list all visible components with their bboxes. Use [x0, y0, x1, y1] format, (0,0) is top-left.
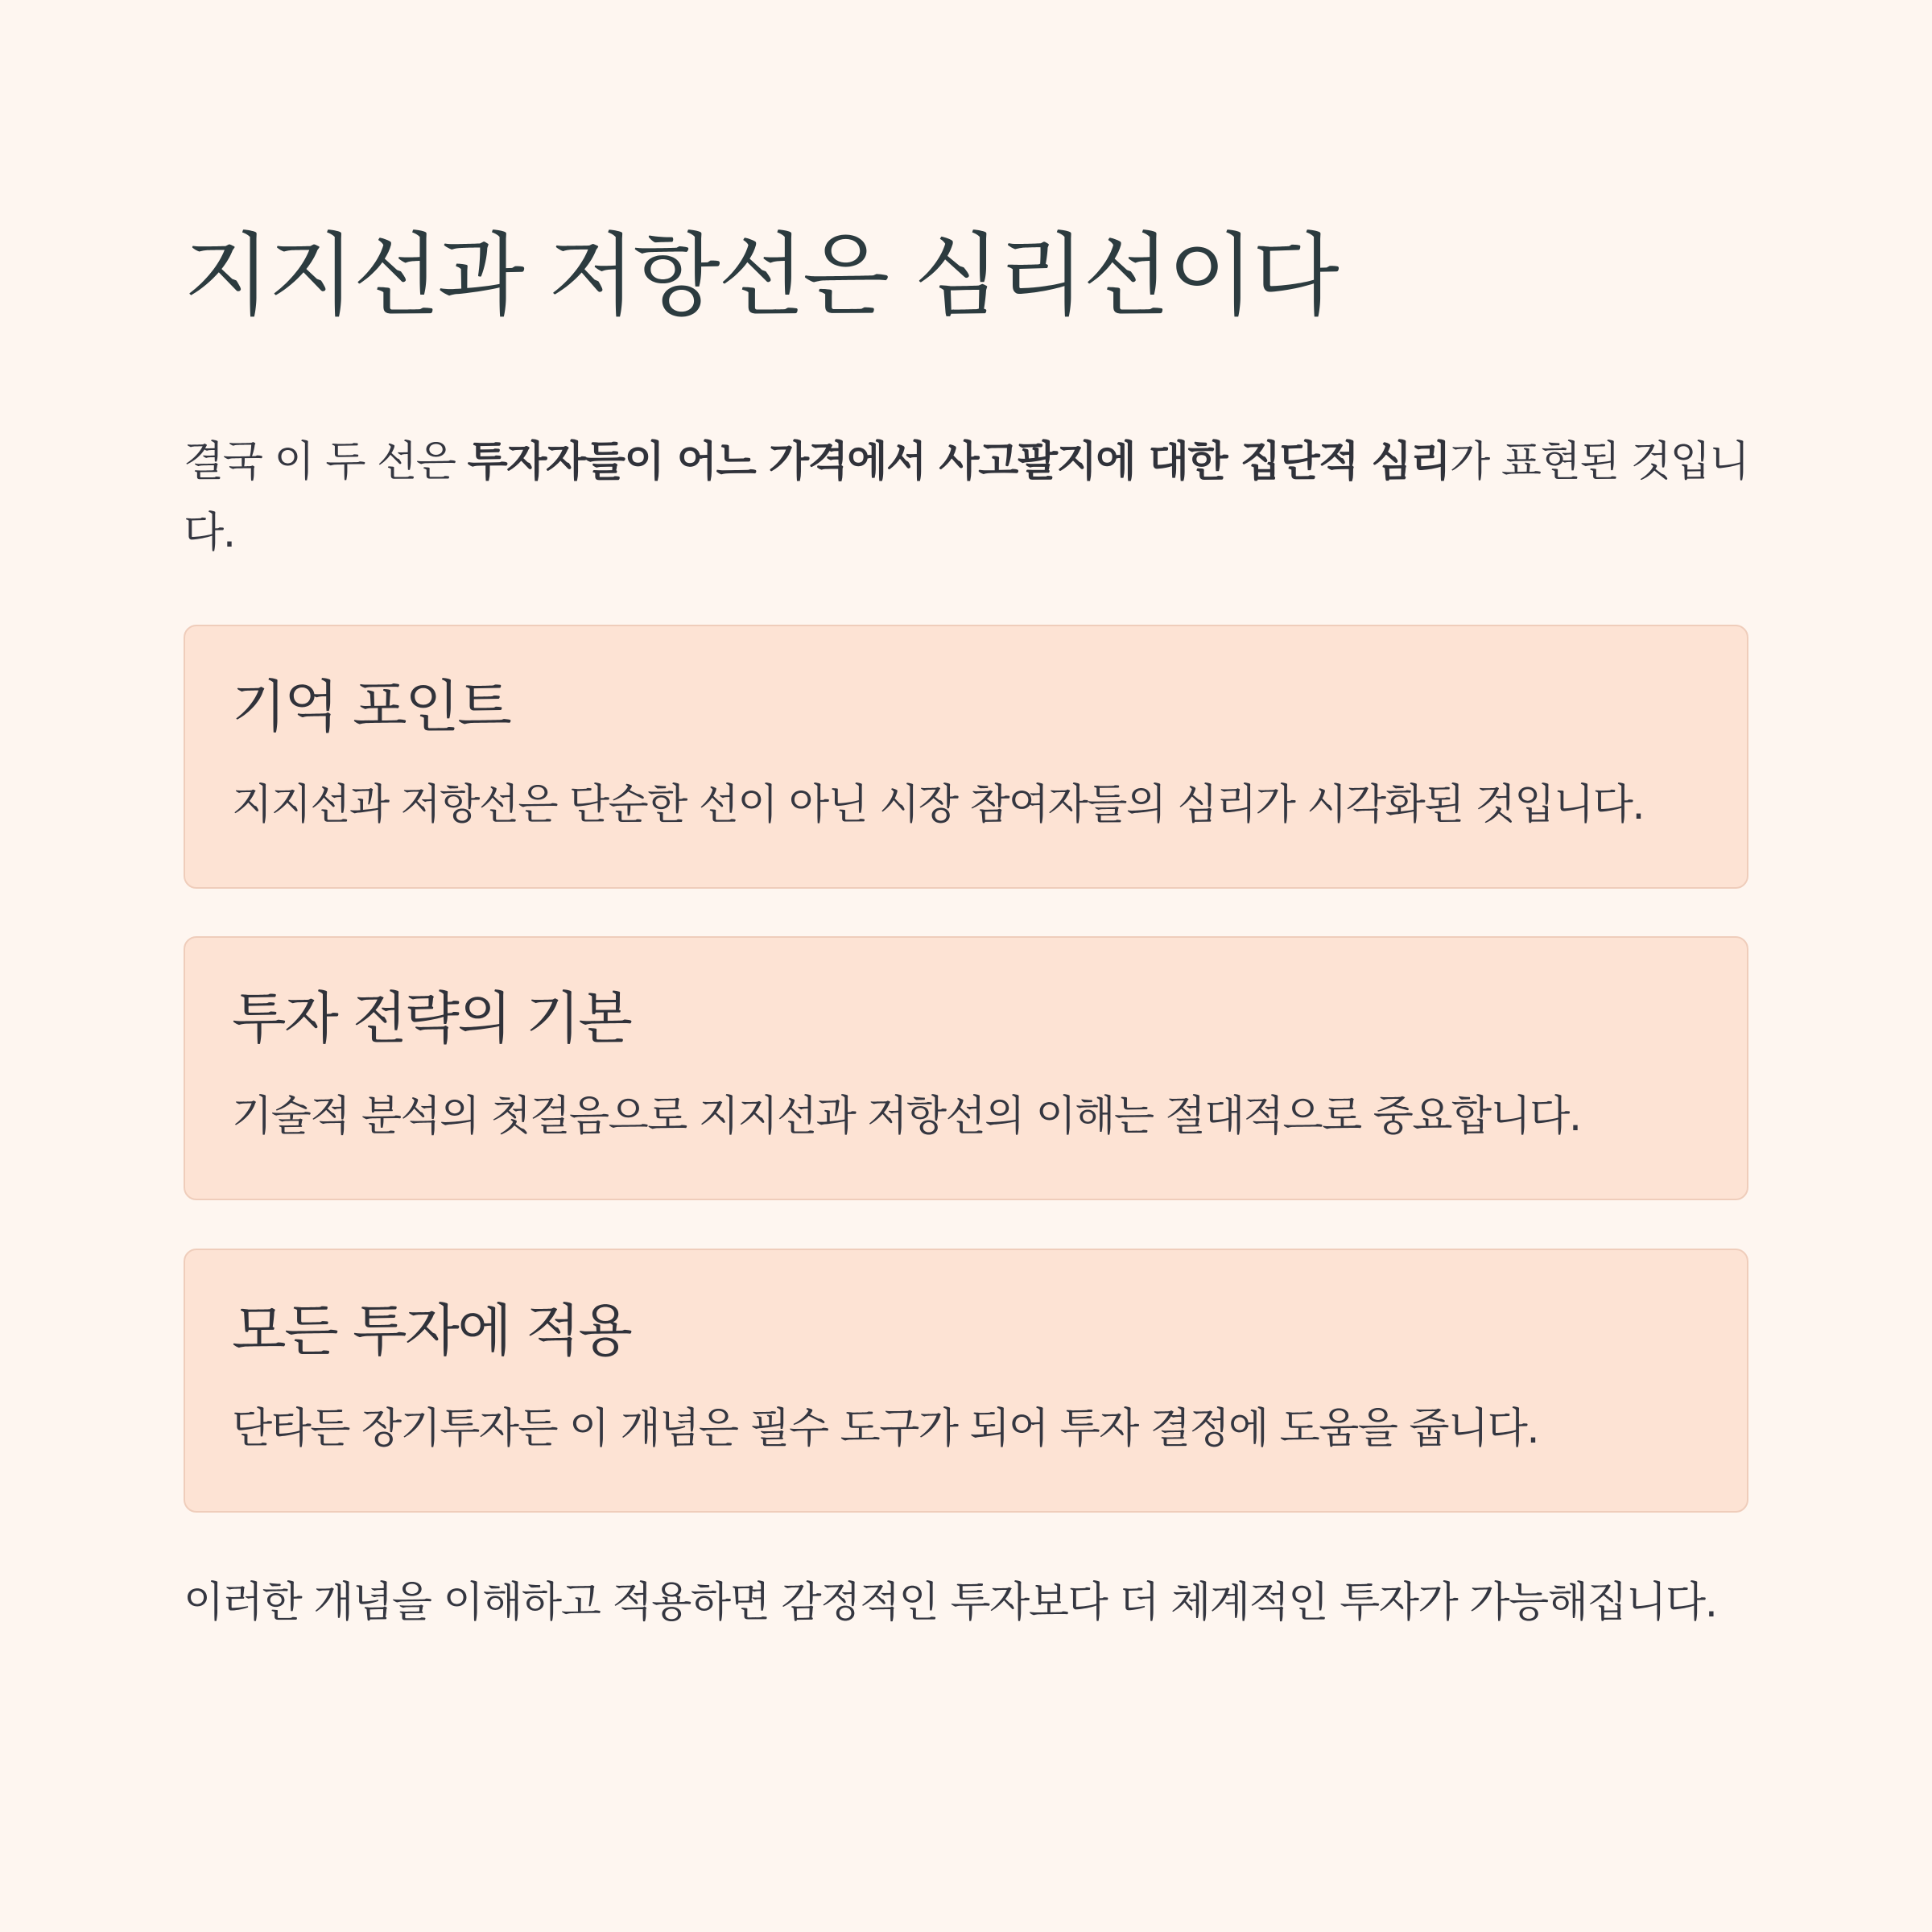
- intro-text-before: 결국 이 두 선은: [184, 438, 468, 486]
- intro-paragraph: [184, 427, 1761, 568]
- card-text: 지지선과 저항선은 단순한 선이 아닌 시장 참여자들의 심리가 시각화된 것입니다.: [232, 781, 1645, 829]
- intro-text-after: 가 표현된 것입니다.: [184, 438, 1749, 557]
- intro-text-bold: 투자자들이 어느 가격에서 사고팔지에 대한 집단적 심리: [467, 438, 1450, 486]
- card-memory-point: [184, 625, 1748, 889]
- card-apply-all-investing: [184, 1249, 1748, 1513]
- page-title: 지지선과 저항선은 심리선이다: [184, 224, 1337, 328]
- card-text: 기술적 분석의 첫걸음으로 지지선과 저항선의 이해는 절대적으로 중요합니다.: [232, 1092, 1581, 1141]
- card-title: 투자 전략의 기본: [232, 985, 631, 1051]
- card-title: 기억 포인트: [232, 674, 510, 740]
- outro-paragraph: 이러한 개념을 이해하고 적용하면 감정적인 투자보다 더 체계적인 투자가 가능해집니다.: [184, 1579, 1717, 1627]
- card-strategy-basics: [184, 936, 1748, 1200]
- card-text: 단타든 장기투자든 이 개념은 필수 도구가 되어 투자 결정에 도움을 줍니다.: [232, 1405, 1539, 1453]
- card-title: 모든 투자에 적용: [232, 1298, 631, 1364]
